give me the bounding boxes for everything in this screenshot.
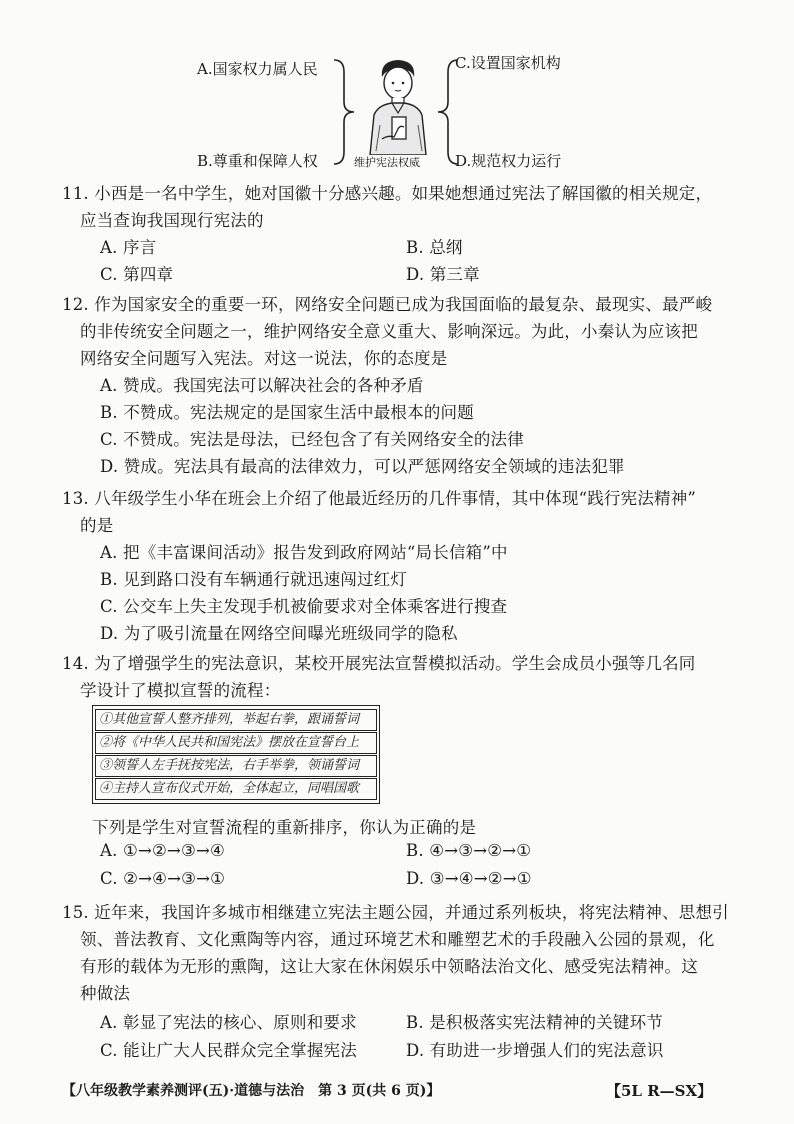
q14-stem-line1: 14. 为了增强学生的宪法意识，某校开展宪法宣誓模拟活动。学生会成员小强等几名同	[62, 654, 696, 673]
diagram-label-b: B.尊重和保障人权	[197, 152, 318, 170]
q15-stem-line2: 领、普法教育、文化熏陶等内容，通过环境艺术和雕塑艺术的手段融入公园的景观，化	[80, 930, 715, 949]
diagram-caption: 维护宪法权威	[354, 156, 420, 169]
q12-option-b: B. 不赞成。宪法规定的是国家生活中最根本的问题	[100, 403, 474, 422]
student-figure	[352, 55, 444, 155]
q15-option-a: A. 彰显了宪法的核心、原则和要求	[100, 1013, 357, 1032]
q15-option-c: C. 能让广大人民群众完全掌握宪法	[100, 1041, 357, 1060]
q13-option-b: B. 见到路口没有车辆通行就迅速闯过红灯	[100, 570, 408, 589]
q12-stem-line1: 12. 作为国家安全的重要一环，网络安全问题已成为我国面临的最复杂、最现实、最严峻	[62, 295, 713, 314]
q12-stem-line3: 网络安全问题写入宪法。对这一说法，你的态度是	[80, 349, 448, 368]
diagram-label-d: D.规范权力运行	[455, 152, 562, 170]
oath-step-4: ④主持人宣布仪式开始，全体起立，同唱国歌	[95, 778, 377, 800]
q14-option-a: A. ①→②→③→④	[100, 841, 226, 860]
q15-stem-line3: 有形的载体为无形的熏陶，这让大家在休闲娱乐中领略法治文化、感受宪法精神。这	[80, 957, 698, 976]
q12-option-c: C. 不赞成。宪法是母法，已经包含了有关网络安全的法律	[100, 430, 524, 449]
q15-option-b: B. 是积极落实宪法精神的关键环节	[406, 1013, 664, 1032]
oath-steps-box	[92, 705, 380, 804]
q12-option-d: D. 赞成。宪法具有最高的法律效力，可以严惩网络安全领域的违法犯罪	[100, 457, 625, 476]
q14-option-c: C. ②→④→③→①	[100, 869, 226, 888]
q13-option-a: A. 把《丰富课间活动》报告发到政府网站“局长信箱”中	[100, 543, 508, 562]
oath-step-1: ①其他宣誓人整齐排列，举起右拳，跟诵誓词	[95, 709, 377, 731]
q12-stem-line2: 的非传统安全问题之一，维护网络安全意义重大、影响深远。为此，小秦认为应该把	[80, 322, 698, 341]
q13-stem-line2: 的是	[80, 516, 114, 535]
q13-option-c: C. 公交车上失主发现手机被偷要求对全体乘客进行搜查	[100, 597, 508, 616]
q13-stem-line1: 13. 八年级学生小华在班会上介绍了他最近经历的几件事情，其中体现“践行宪法精神”	[62, 489, 697, 508]
q15-stem-line4: 种做法	[80, 984, 131, 1003]
q11-stem-line2: 应当查询我国现行宪法的	[80, 211, 264, 230]
oath-step-2: ②将《中华人民共和国宪法》摆放在宣誓台上	[95, 732, 377, 754]
footer-code: 【5L R—SX】	[606, 1082, 713, 1100]
q12-option-a: A. 赞成。我国宪法可以解决社会的各种矛盾	[100, 376, 424, 395]
q11-option-c: C. 第四章	[100, 265, 174, 284]
q14-prompt: 下列是学生对宣誓流程的重新排序，你认为正确的是	[92, 818, 477, 837]
q13-option-d: D. 为了吸引流量在网络空间曝光班级同学的隐私	[100, 624, 458, 643]
diagram-label-a: A.国家权力属人民	[197, 60, 318, 78]
q14-option-d: D. ③→④→②→①	[406, 869, 532, 888]
q14-option-b: B. ④→③→②→①	[406, 841, 532, 860]
q11-option-d: D. 第三章	[406, 265, 480, 284]
q15-option-d: D. 有助进一步增强人们的宪法意识	[406, 1041, 664, 1060]
q11-stem-line1: 11. 小西是一名中学生，她对国徽十分感兴趣。如果她想通过宪法了解国徽的相关规定，	[62, 184, 713, 203]
diagram-label-c: C.设置国家机构	[455, 54, 561, 72]
oath-step-3: ③领誓人左手抚按宪法，右手举拳，领诵誓词	[95, 755, 377, 777]
q14-stem-line2: 学设计了模拟宣誓的流程：	[80, 681, 281, 700]
q15-stem-line1: 15. 近年来，我国许多城市相继建立宪法主题公园，并通过系列板块，将宪法精神、思想引	[62, 903, 729, 922]
q11-option-a: A. 序言	[100, 238, 157, 257]
footer-title: 【八年级教学素养测评(五)·道德与法治 第 3 页(共 6 页)】	[62, 1083, 441, 1099]
q11-option-b: B. 总纲	[406, 238, 463, 257]
